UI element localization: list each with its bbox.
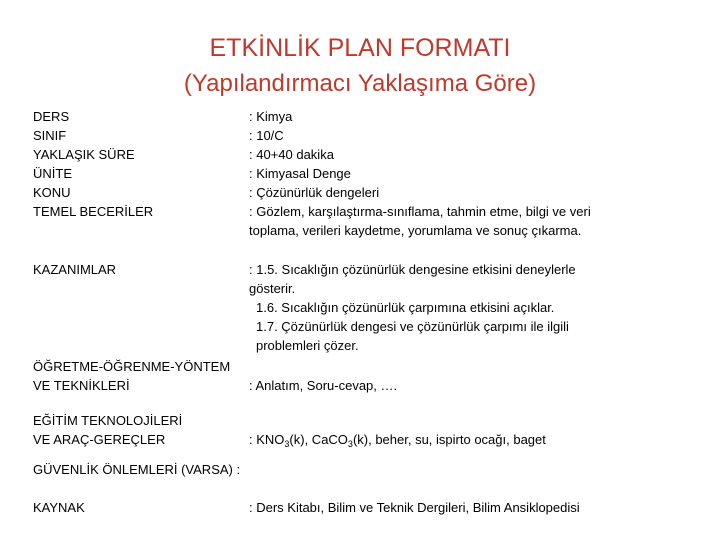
value-kazanim-3: 1.7. Çözünürlük dengesi ve çözünürlük çarpımı ile ilgili problemleri çözer. (256, 319, 569, 353)
label-sinif: SINIF (33, 128, 67, 143)
value-konu: : Çözünürlük dengeleri (249, 185, 380, 200)
value-kaynak: : Ders Kitabı, Bilim ve Teknik Dergileri, Bilim Ansiklopedisi (249, 500, 580, 515)
value-ders: : Kimya (249, 109, 293, 124)
label-sure: YAKLAŞIK SÜRE (33, 147, 135, 162)
label-teknoloji-2: VE ARAÇ-GEREÇLER (33, 432, 166, 447)
value-kazanim-1: : 1.5. Sıcaklığın çözünürlük dengesine etkisini deneylerle gösterir. (249, 262, 576, 296)
label-teknoloji-1: EĞİTİM TEKNOLOJİLERİ (33, 413, 183, 428)
page-subtitle: (Yapılandırmacı Yaklaşıma Göre) (183, 70, 537, 97)
value-beceriler: : Gözlem, karşılaştırma-sınıflama, tahmin etme, bilgi ve veri toplama, verileri kaydetme, yorumlama ve sonuç çıkarma. (249, 204, 591, 238)
value-teknoloji-s2: 3 (347, 439, 353, 449)
value-teknoloji-p2: (k), CaCO (289, 432, 348, 447)
label-ders: DERS (33, 109, 70, 124)
value-teknoloji-s1: 3 (284, 439, 290, 449)
value-kazanim-2: 1.6. Sıcaklığın çözünürlük çarpımına etkisini açıklar. (256, 300, 555, 315)
label-konu: KONU (33, 185, 71, 200)
label-unite: ÜNİTE (33, 166, 72, 181)
page-title: ETKİNLİK PLAN FORMATI (209, 34, 511, 62)
value-yontem: : Anlatım, Soru-cevap, …. (249, 378, 398, 393)
label-yontem-2: VE TEKNİKLERİ (33, 378, 130, 393)
value-unite: : Kimyasal Denge (249, 166, 351, 181)
label-beceriler: TEMEL BECERİLER (33, 204, 154, 219)
value-teknoloji-p1: : KNO (249, 432, 285, 447)
value-sure: : 40+40 dakika (249, 147, 334, 162)
label-kaynak: KAYNAK (33, 500, 85, 515)
value-teknoloji (249, 430, 546, 449)
value-sinif: : 10/C (249, 128, 284, 143)
value-teknoloji-p3: (k), beher, su, ispirto ocağı, baget (352, 432, 546, 447)
label-kazanimlar: KAZANIMLAR (33, 262, 117, 277)
label-guvenlik: GÜVENLİK ÖNLEMLERİ (VARSA) : (33, 462, 241, 477)
label-yontem-1: ÖĞRETME-ÖĞRENME-YÖNTEM (33, 359, 231, 374)
